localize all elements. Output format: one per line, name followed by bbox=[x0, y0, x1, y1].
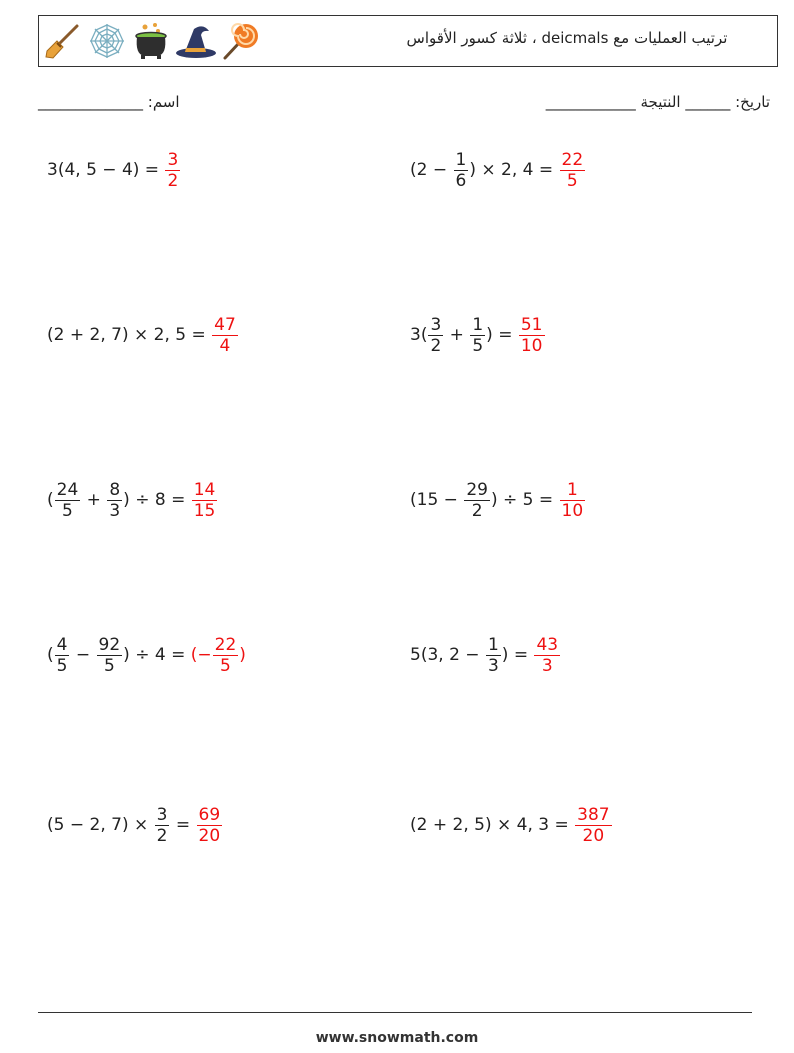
numerator: 4 bbox=[56, 634, 68, 655]
answer-prefix: (− bbox=[190, 645, 212, 665]
denominator: 5 bbox=[62, 500, 73, 521]
fraction bbox=[534, 635, 560, 676]
expression-text: ) = bbox=[486, 325, 518, 345]
expression-text: + bbox=[444, 325, 470, 345]
fraction bbox=[165, 150, 180, 191]
fraction bbox=[55, 480, 81, 521]
cauldron-icon bbox=[131, 21, 171, 61]
problem-2 bbox=[410, 145, 586, 195]
denominator: 2 bbox=[430, 335, 442, 356]
header-box bbox=[38, 15, 778, 67]
expression-text: (2 + 2, 5) × 4, 3 = bbox=[410, 815, 575, 835]
numerator: 29 bbox=[466, 479, 488, 500]
numerator: 22 bbox=[214, 634, 237, 655]
fraction bbox=[197, 805, 223, 846]
answer bbox=[574, 805, 612, 846]
expression-text: 3(4, 5 − 4) = bbox=[47, 160, 165, 180]
fraction bbox=[470, 315, 485, 356]
expression-text: ) ÷ 4 = bbox=[123, 645, 191, 665]
expression-text: − bbox=[70, 645, 96, 665]
numerator: 1 bbox=[455, 149, 467, 170]
answer bbox=[196, 805, 224, 846]
numerator: 22 bbox=[561, 149, 584, 170]
denominator: 2 bbox=[167, 170, 179, 191]
expression-text: ( bbox=[47, 490, 54, 510]
expression-text: (5 − 2, 7) × bbox=[47, 815, 154, 835]
numerator: 1 bbox=[472, 314, 484, 335]
numerator: 51 bbox=[520, 314, 543, 335]
numerator: 3 bbox=[167, 149, 179, 170]
denominator: 5 bbox=[103, 655, 115, 676]
problem-5 bbox=[47, 475, 218, 525]
numerator: 8 bbox=[109, 479, 121, 500]
answer-suffix: ) bbox=[239, 645, 246, 665]
footer-url: www.snowmath.com bbox=[315, 1030, 479, 1046]
numerator: 1 bbox=[566, 479, 578, 500]
expression-text: ( bbox=[47, 645, 54, 665]
expression-text: (15 − bbox=[410, 490, 464, 510]
denominator: 2 bbox=[471, 500, 483, 521]
answer bbox=[164, 150, 181, 191]
expression-text: (2 + 2, 7) × 2, 5 = bbox=[47, 325, 212, 345]
problem-7 bbox=[47, 630, 246, 680]
witch-hat-icon bbox=[175, 21, 217, 61]
numerator: 387 bbox=[577, 804, 610, 825]
denominator: 10 bbox=[561, 500, 584, 521]
denominator: 5 bbox=[472, 335, 484, 356]
expression-text: (2 − bbox=[410, 160, 453, 180]
problem-3 bbox=[47, 310, 239, 360]
numerator: 69 bbox=[198, 804, 221, 825]
fraction bbox=[212, 315, 238, 356]
denominator: 5 bbox=[56, 655, 68, 676]
problem-4 bbox=[410, 310, 546, 360]
worksheet-title: ترتيب العمليات مع deicmals ، ثلاثة كسور الأقواس bbox=[406, 29, 728, 47]
denominator: 3 bbox=[109, 500, 121, 521]
numerator: 43 bbox=[536, 634, 559, 655]
fraction bbox=[560, 150, 586, 191]
denominator: 5 bbox=[566, 170, 578, 191]
header-icons bbox=[43, 21, 261, 61]
numerator: 3 bbox=[430, 314, 442, 335]
expression-text: ) × 2, 4 = bbox=[469, 160, 559, 180]
denominator: 15 bbox=[193, 500, 216, 521]
denominator: 3 bbox=[541, 655, 553, 676]
numerator: 14 bbox=[193, 479, 216, 500]
fraction bbox=[464, 480, 490, 521]
fraction bbox=[55, 635, 70, 676]
numerator: 24 bbox=[56, 479, 79, 500]
numerator: 1 bbox=[487, 634, 499, 655]
problem-9 bbox=[47, 800, 223, 850]
fraction bbox=[192, 480, 218, 521]
broom-icon bbox=[43, 21, 83, 61]
fraction bbox=[575, 805, 611, 846]
denominator: 2 bbox=[156, 825, 168, 846]
expression-text: = bbox=[170, 815, 196, 835]
fraction bbox=[107, 480, 122, 521]
numerator: 92 bbox=[98, 634, 121, 655]
expression-text: + bbox=[81, 490, 107, 510]
denominator: 20 bbox=[582, 825, 605, 846]
fraction bbox=[213, 635, 239, 676]
problem-10 bbox=[410, 800, 613, 850]
denominator: 5 bbox=[220, 655, 231, 676]
expression-text: 5(3, 2 − bbox=[410, 645, 485, 665]
expression-text: ) ÷ 8 = bbox=[123, 490, 191, 510]
fraction bbox=[155, 805, 170, 846]
denominator: 4 bbox=[219, 335, 231, 356]
answer bbox=[559, 480, 587, 521]
fraction bbox=[97, 635, 123, 676]
denominator: 10 bbox=[520, 335, 543, 356]
date-score-field: تاريخ: ______ النتيجة ____________ bbox=[545, 93, 770, 111]
fraction bbox=[560, 480, 586, 521]
lollipop-icon bbox=[221, 21, 261, 61]
answer bbox=[533, 635, 561, 676]
answer bbox=[191, 480, 219, 521]
spider-web-icon bbox=[87, 21, 127, 61]
footer-divider bbox=[38, 1012, 752, 1013]
numerator: 47 bbox=[214, 314, 236, 335]
name-field: اسم: ______________ bbox=[38, 93, 180, 111]
fraction bbox=[519, 315, 545, 356]
denominator: 20 bbox=[198, 825, 221, 846]
expression-text: ) ÷ 5 = bbox=[490, 490, 559, 510]
problem-8 bbox=[410, 630, 561, 680]
numerator: 3 bbox=[156, 804, 168, 825]
fraction bbox=[454, 150, 469, 191]
fraction bbox=[486, 635, 501, 676]
denominator: 6 bbox=[455, 170, 467, 191]
expression-text: 3( bbox=[410, 325, 428, 345]
denominator: 3 bbox=[487, 655, 499, 676]
problem-6 bbox=[410, 475, 586, 525]
expression-text: ) = bbox=[501, 645, 534, 665]
answer bbox=[191, 635, 246, 676]
problem-1 bbox=[47, 145, 181, 195]
answer bbox=[518, 315, 546, 356]
answer bbox=[211, 315, 239, 356]
fraction bbox=[428, 315, 443, 356]
answer bbox=[559, 150, 587, 191]
